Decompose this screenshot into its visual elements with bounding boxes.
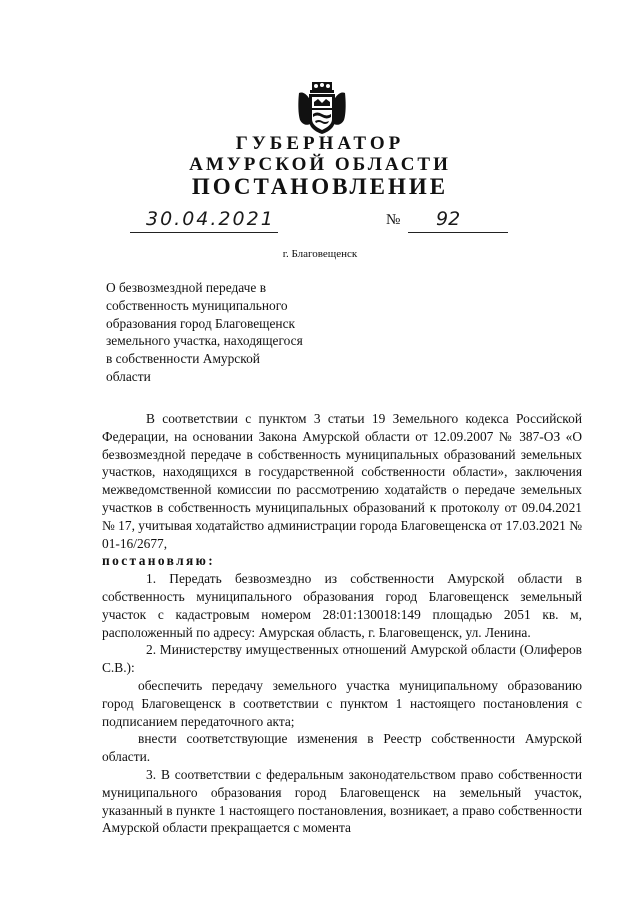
handwritten-date: 30.04.2021 [146, 208, 275, 230]
subject-line: О безвозмездной передаче в [106, 280, 267, 295]
region-heading: АМУРСКОЙ ОБЛАСТИ [189, 154, 451, 175]
subject-line: собственность муниципального [106, 297, 288, 313]
subject-line: земельного участка, находящегося [106, 333, 303, 349]
clause-2-item-a: обеспечить передачу земельного участка муниципальному образованию город Благовещенск в соответствии с пунктом 1 настоящего постановления с подписанием передаточного акта; [102, 677, 582, 729]
date-field [130, 210, 278, 233]
handwritten-number: 92 [436, 208, 461, 230]
number-field [408, 210, 508, 233]
clause-1: 1. Передать безвозмездно из собственности Амурской области в собственность муниципального образования город Благовещенск земельный участок с кадастровым номером 28:01:130018:149 площадью 2051 кв. м, расположенный по адресу: Амурская область, г. Благовещенск, ул. Ленина. [102, 571, 582, 640]
document-body [102, 410, 582, 837]
number-label: № [386, 212, 401, 228]
subject-line: в собственности Амурской [106, 351, 260, 367]
preamble-paragraph: В соответствии с пунктом 3 статьи 19 Земельного кодекса Российской Федерации, на основании Закона Амурской области от 12.09.2007 № 387-ОЗ «О безвозмездной передаче в собственность муниципальных образований земельных участков, находящихся в государственной собственности области», заключения межведомственной комиссии по рассмотрению ходатайств о передаче земельных участков в собственность муниципальных образований к протоколу от 09.04.2021 № 17, учитывая ходатайство администрации города Благовещенска от 17.03.2021 № 01-16/2677, [102, 411, 582, 551]
governor-heading: ГУБЕРНАТОР [235, 133, 405, 154]
subject-line: области [106, 368, 151, 384]
clause-3: 3. В соответствии с федеральным законодательством право собственности муниципального образования город Благовещенск на земельный участок, указанный в пункте 1 настоящего постановления, возникает, а право собственности Амурской области прекращается с момента [102, 766, 582, 836]
clause-2: 2. Министерству имущественных отношений Амурской области (Олиферов С.В.): [102, 642, 582, 676]
clause-2-item-b: внести соответствующие изменения в Реестр собственности Амурской области. [102, 731, 582, 765]
subject-line: образования город Благовещенск [106, 315, 296, 331]
document-type-title: ПОСТАНОВЛЕНИЕ [191, 174, 449, 199]
decree-word: постановляю: [102, 553, 216, 569]
coat-of-arms-emblem [296, 80, 348, 136]
city-line: г. Благовещенск [282, 248, 358, 260]
subject-block [106, 279, 336, 386]
